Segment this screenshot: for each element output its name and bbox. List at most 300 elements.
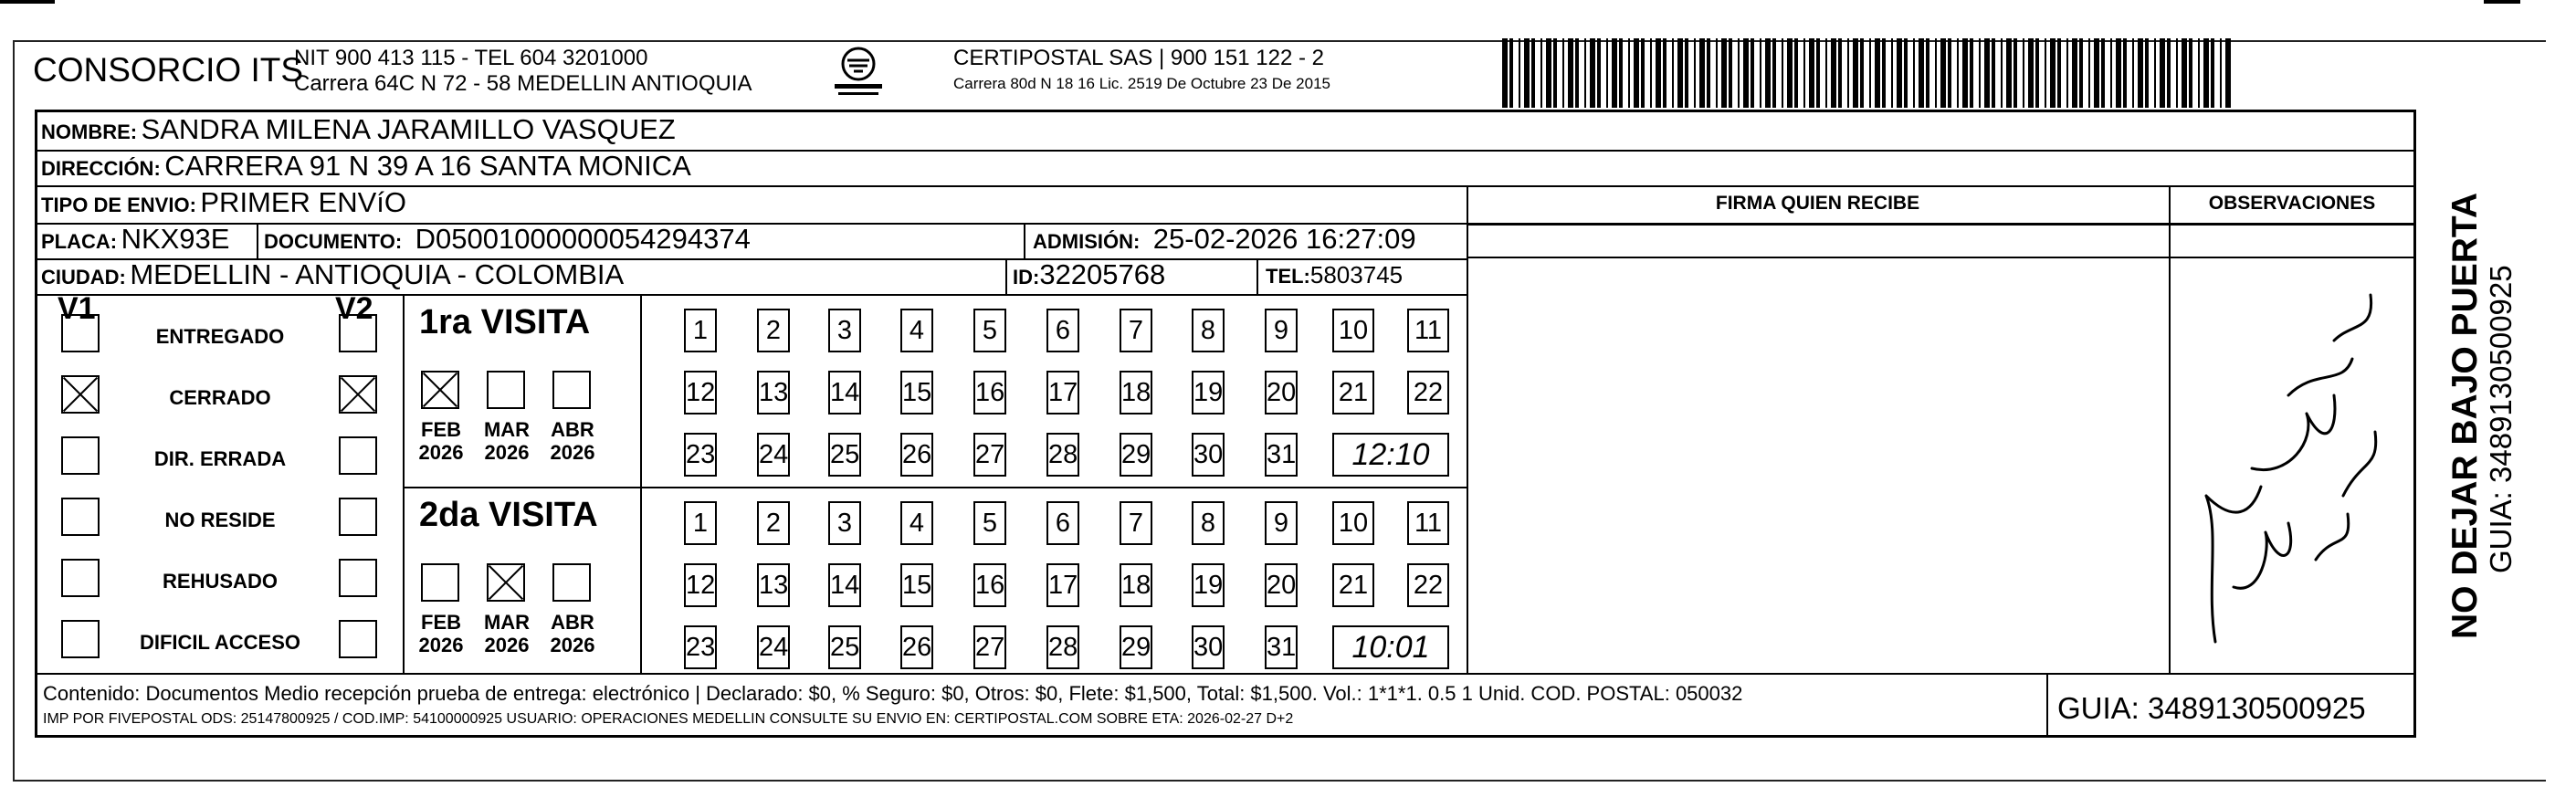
day-number: 7 [1128,316,1144,345]
barcode-bar [1913,38,1915,108]
month-checkbox[interactable] [421,563,459,602]
ciudad-label: CIUDAD: [41,266,126,289]
day-number: 24 [759,440,789,469]
month-year: 2026 [550,634,595,656]
day-number: 22 [1413,571,1444,600]
barcode-bar [1838,38,1842,108]
barcode-bar [1707,38,1710,108]
day-number: 13 [759,571,789,600]
day-number: 18 [1121,378,1151,407]
v2-checkbox[interactable] [339,620,377,658]
day-box[interactable] [684,309,717,352]
v1-checkbox[interactable] [61,559,100,597]
col-divider [1467,185,1468,673]
footer-imp: IMP POR FIVEPOSTAL ODS: 25147800925 / COD.IMP: 54100000925 USUARIO: OPERACIONES MEDELLIN CONSULTE SU ENVIO EN: CERTIPOSTAL.COM SOBRE ETA: 2026-02-27 D+2 [43,711,1294,727]
barcode-bar [2035,38,2039,108]
day-box[interactable] [1407,371,1449,414]
day-number: 23 [686,440,716,469]
barcode-bar [1948,38,1951,108]
barcode-bar [1831,38,1836,108]
day-number: 28 [1048,440,1078,469]
v1-checkbox[interactable] [61,314,100,352]
barcode-bar [1628,38,1630,108]
cell-divider [257,223,258,258]
day-number: 21 [1338,378,1369,407]
cell-divider [640,294,642,673]
barcode-bar [1743,38,1749,108]
day-number: 16 [975,378,1005,407]
barcode-bar [2167,38,2171,108]
cell-divider [2046,673,2048,738]
status-option-label: DIR. ERRADA [153,447,287,470]
col-divider [2169,185,2171,673]
tipo-envio-value: PRIMER ENVíO [200,186,407,218]
day-box[interactable] [1407,563,1449,607]
day-number: 7 [1128,509,1144,538]
day-box[interactable] [1120,371,1152,414]
day-box[interactable] [900,433,933,477]
day-number: 8 [1200,316,1216,345]
observaciones-header: OBSERVACIONES [2208,193,2376,214]
day-box[interactable] [1120,433,1152,477]
placa-value: NKX93E [121,223,230,255]
day-box[interactable] [900,371,933,414]
barcode-bar [2225,38,2231,108]
barcode-bar [2057,38,2061,108]
day-number: 4 [909,316,925,345]
month-checkbox[interactable] [421,371,459,409]
day-number: 27 [975,440,1005,469]
day-number: 29 [1121,440,1151,469]
barcode-bar [1502,38,1508,108]
barcode-bar [1962,38,1968,108]
barcode-bar [2123,38,2127,108]
v1-checkbox[interactable] [61,620,100,658]
day-number: 20 [1267,571,1297,600]
cell-divider [1024,223,1025,258]
barcode-bar [1650,38,1652,108]
day-number: 15 [902,571,932,600]
v2-checkbox[interactable] [339,436,377,475]
barcode-bar [2045,38,2046,108]
month-year: 2026 [484,441,530,464]
barcode-bar [2072,38,2077,108]
barcode-bar [1531,38,1535,108]
cell-divider [1005,258,1007,294]
day-number: 17 [1048,378,1078,407]
visit-time: 10:01 [1351,630,1430,665]
row-divider [1467,224,2170,226]
day-number: 17 [1048,571,1078,600]
day-number: 27 [975,633,1005,662]
barcode-bar [1992,38,1995,108]
day-box[interactable] [1265,625,1298,669]
day-box[interactable] [1046,371,1079,414]
day-box[interactable] [1046,501,1079,545]
barcode-bar [2220,38,2222,108]
cell-divider [1256,258,1258,294]
barcode-bar [2110,38,2112,108]
barcode-bar [2013,38,2017,108]
day-box[interactable] [900,563,933,607]
day-box[interactable] [828,501,861,545]
barcode-bar [1546,38,1551,108]
day-number: 14 [830,571,860,600]
day-number: 23 [686,633,716,662]
barcode [1502,38,2233,108]
direccion-value: CARRERA 91 N 39 A 16 SANTA MONICA [164,150,691,182]
day-box[interactable] [1265,563,1298,607]
month-year: 2026 [418,441,464,464]
documento-value: D05001000000054294374 [415,223,751,255]
barcode-bar [1619,38,1623,108]
day-box[interactable] [1120,563,1152,607]
barcode-bar [1979,38,1981,108]
barcode-bar [2145,38,2149,108]
barcode-bar [1612,38,1617,108]
day-number: 10 [1338,316,1369,345]
day-box[interactable] [1265,433,1298,477]
barcode-bar [2101,38,2105,108]
nombre-value: SANDRA MILENA JARAMILLO VASQUEZ [141,113,676,145]
tipo-envio-label: TIPO DE ENVIO: [41,194,196,216]
v2-header: V2 [335,291,373,326]
barcode-bar [1729,38,1732,108]
day-number: 16 [975,571,1005,600]
day-box[interactable] [900,501,933,545]
day-box[interactable] [1265,371,1298,414]
day-number: 5 [982,316,998,345]
barcode-bar [1590,38,1595,108]
day-number: 19 [1193,571,1224,600]
barcode-bar [2116,38,2121,108]
barcode-bar [2198,38,2200,108]
v1-checkbox[interactable] [61,375,100,414]
company-name: CONSORCIO ITS [33,51,304,89]
day-number: 31 [1267,633,1297,662]
barcode-bar [1940,38,1946,108]
barcode-bar [1957,38,1959,108]
barcode-bar [1853,38,1858,108]
barcode-bar [2154,38,2156,108]
direccion-label: DIRECCIÓN: [41,157,161,180]
v2-checkbox[interactable] [339,375,377,414]
barcode-bar [1926,38,1929,108]
day-number: 11 [1414,509,1443,538]
day-number: 18 [1121,571,1151,600]
day-number: 29 [1121,633,1151,662]
barcode-bar [1663,38,1667,108]
month-year: 2026 [418,634,464,656]
month-checkbox[interactable] [487,371,525,409]
day-box[interactable] [1192,501,1225,545]
day-box[interactable] [1407,501,1449,545]
nombre-label: NOMBRE: [41,121,138,143]
day-box[interactable] [1046,433,1079,477]
day-box[interactable] [1192,563,1225,607]
day-number: 6 [1055,509,1071,538]
month-name: MAR [483,611,531,634]
day-box[interactable] [684,501,717,545]
side-guia: GUIA: 3489130500925 [2484,265,2518,573]
status-option-label: REHUSADO [163,570,278,593]
barcode-bar [2066,38,2068,108]
day-box[interactable] [1192,433,1225,477]
barcode-bar [2023,38,2024,108]
barcode-bar [2001,38,2003,108]
day-box[interactable] [828,625,861,669]
day-box[interactable] [684,433,717,477]
day-number: 30 [1193,440,1224,469]
barcode-bar [1751,38,1754,108]
day-box[interactable] [828,563,861,607]
day-box[interactable] [757,371,790,414]
day-number: 11 [1414,316,1443,345]
barcode-bar [1721,38,1727,108]
barcode-bar [2189,38,2192,108]
barcode-bar [2094,38,2099,108]
barcode-bar [2050,38,2056,108]
day-number: 20 [1267,378,1297,407]
barcode-bar [2182,38,2187,108]
day-box[interactable] [757,433,790,477]
barcode-bar [1772,38,1776,108]
admision-label: ADMISIÓN: [1033,230,1141,253]
documento-label: DOCUMENTO: [264,230,403,253]
day-number: 24 [759,633,789,662]
barcode-bar [1519,38,1520,108]
barcode-bar [2088,38,2090,108]
barcode-bar [1597,38,1601,108]
company-address: Carrera 64C N 72 - 58 MEDELLIN ANTIOQUIA [294,71,752,96]
barcode-bar [1875,38,1880,108]
top-edge-marks [0,0,2576,4]
barcode-bar [1677,38,1683,108]
company-nit-tel: NIT 900 413 115 - TEL 604 3201000 [294,46,648,70]
status-option-label: ENTREGADO [155,325,285,348]
day-box[interactable] [1120,625,1152,669]
day-box[interactable] [973,433,1006,477]
barcode-bar [1794,38,1798,108]
day-number: 30 [1193,633,1224,662]
day-number: 28 [1048,633,1078,662]
day-box[interactable] [1046,625,1079,669]
month-name: ABR [551,418,594,441]
barcode-bar [1568,38,1573,108]
visit-title: 1ra VISITA [419,303,591,341]
day-number: 4 [909,509,925,538]
day-box[interactable] [1120,501,1152,545]
day-box[interactable] [684,563,717,607]
visit-title: 2da VISITA [419,496,598,534]
visit-time-box[interactable] [1332,625,1449,669]
day-number: 3 [836,316,853,345]
month-checkbox[interactable] [487,563,525,602]
barcode-bar [1760,38,1761,108]
day-box[interactable] [1265,309,1298,352]
day-box[interactable] [900,309,933,352]
day-box[interactable] [1332,563,1374,607]
barcode-bar [1716,38,1718,108]
barcode-bar [1765,38,1771,108]
day-number: 8 [1200,509,1216,538]
v2-checkbox[interactable] [339,314,377,352]
barcode-bar [1816,38,1820,108]
status-option-label: DIFICIL ACCESO [139,631,300,654]
day-number: 9 [1273,509,1289,538]
month-year: 2026 [550,441,595,464]
footer-guia: GUIA: 3489130500925 [2057,691,2366,725]
visit-divider [403,487,1467,488]
barcode-bar [1575,38,1579,108]
day-number: 1 [692,316,709,345]
day-box[interactable] [1332,501,1374,545]
day-box[interactable] [973,563,1006,607]
barcode-bar [2138,38,2143,108]
day-number: 21 [1338,571,1369,600]
barcode-bar [2211,38,2214,108]
day-box[interactable] [757,501,790,545]
admision-value: 25-02-2026 16:27:09 [1152,223,1416,255]
day-number: 12 [686,378,716,407]
day-box[interactable] [1192,371,1225,414]
barcode-bar [2160,38,2165,108]
day-box[interactable] [973,371,1006,414]
month-checkbox[interactable] [552,563,591,602]
day-number: 22 [1413,378,1444,407]
barcode-bar [2006,38,2012,108]
day-number: 15 [902,378,932,407]
visit-time: 12:10 [1351,437,1430,472]
day-number: 6 [1055,316,1071,345]
certipostal-logo [829,44,888,99]
month-name: FEB [421,611,461,634]
day-number: 5 [982,509,998,538]
v2-checkbox[interactable] [339,498,377,536]
barcode-bar [1641,38,1645,108]
day-box[interactable] [828,371,861,414]
day-number: 13 [759,378,789,407]
barcode-bar [1891,38,1893,108]
day-number: 14 [830,378,860,407]
day-box[interactable] [828,433,861,477]
side-warning: NO DEJAR BAJO PUERTA [2445,192,2485,639]
day-number: 10 [1338,509,1369,538]
day-box[interactable] [1046,563,1079,607]
day-number: 3 [836,509,853,538]
handwritten-signature [2179,258,2407,669]
day-number: 25 [830,440,860,469]
day-box[interactable] [973,501,1006,545]
barcode-bar [1919,38,1924,108]
barcode-bar [2203,38,2209,108]
day-number: 26 [902,633,932,662]
day-number: 9 [1273,316,1289,345]
barcode-bar [2132,38,2134,108]
barcode-bar [2176,38,2178,108]
barcode-bar [1970,38,1973,108]
barcode-bar [1562,38,1564,108]
delivery-form [35,110,2416,738]
barcode-bar [1672,38,1674,108]
day-box[interactable] [1120,309,1152,352]
day-box[interactable] [900,625,933,669]
barcode-bar [1803,38,1805,108]
barcode-bar [2028,38,2034,108]
day-box[interactable] [1407,309,1449,352]
barcode-bar [1524,38,1530,108]
id-value: 32205768 [1039,258,1166,290]
day-box[interactable] [1265,501,1298,545]
day-box[interactable] [684,625,717,669]
day-box[interactable] [1192,625,1225,669]
id-label: ID: [1013,266,1040,289]
barcode-bar [1606,38,1608,108]
day-box[interactable] [1046,309,1079,352]
barcode-bar [1540,38,1542,108]
day-box[interactable] [1332,371,1374,414]
barcode-bar [1685,38,1688,108]
barcode-bar [1869,38,1871,108]
day-box[interactable] [973,309,1006,352]
month-name: ABR [551,611,594,634]
day-number: 1 [692,509,709,538]
barcode-bar [2079,38,2083,108]
barcode-bar [1897,38,1902,108]
day-number: 2 [765,509,782,538]
footer-divider [37,673,2413,675]
day-number: 19 [1193,378,1224,407]
day-box[interactable] [757,563,790,607]
month-year: 2026 [484,634,530,656]
carrier-address: Carrera 80d N 18 16 Lic. 2519 De Octubre 23 De 2015 [953,75,1330,92]
day-box[interactable] [1332,309,1374,352]
barcode-bar [1825,38,1827,108]
day-box[interactable] [684,371,717,414]
barcode-bar [1656,38,1661,108]
firma-header: FIRMA QUIEN RECIBE [1715,193,1920,214]
day-box[interactable] [828,309,861,352]
day-box[interactable] [757,625,790,669]
barcode-bar [1787,38,1793,108]
barcode-bar [1984,38,1990,108]
day-number: 31 [1267,440,1297,469]
cell-divider [403,294,405,673]
visit-time-box[interactable] [1332,433,1449,477]
barcode-bar [1634,38,1639,108]
month-checkbox[interactable] [552,371,591,409]
day-box[interactable] [757,309,790,352]
barcode-bar [1699,38,1705,108]
barcode-bar [1694,38,1696,108]
v1-checkbox[interactable] [61,498,100,536]
v1-checkbox[interactable] [61,436,100,475]
barcode-bar [1860,38,1864,108]
barcode-bar [1553,38,1557,108]
barcode-bar [1738,38,1740,108]
day-number: 12 [686,571,716,600]
day-box[interactable] [973,625,1006,669]
tel-value: 5803745 [1309,261,1404,289]
day-number: 2 [765,316,782,345]
barcode-bar [1904,38,1908,108]
barcode-bar [1935,38,1937,108]
placa-label: PLACA: [41,230,118,253]
day-number: 25 [830,633,860,662]
ciudad-value: MEDELLIN - ANTIOQUIA - COLOMBIA [130,258,625,290]
v2-checkbox[interactable] [339,559,377,597]
day-box[interactable] [1192,309,1225,352]
